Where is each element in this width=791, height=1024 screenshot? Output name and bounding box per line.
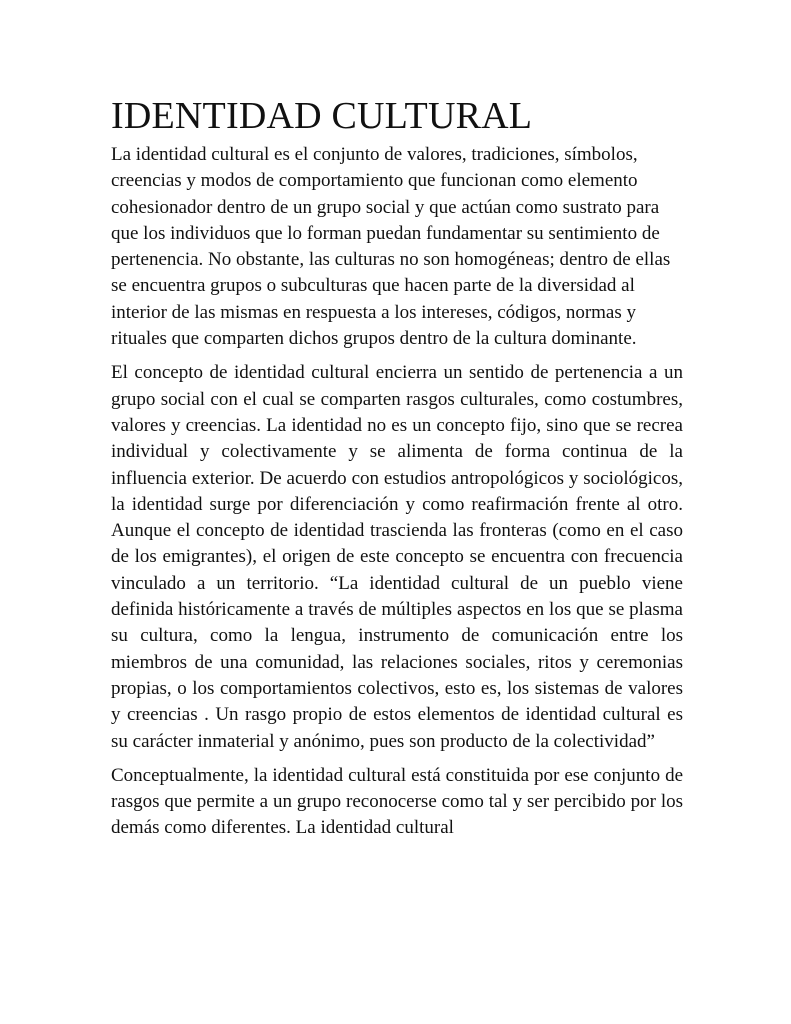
paragraph-concept: El concepto de identidad cultural encierra un sentido de pertenencia a un grupo social con el cual se comparten rasgos culturales, como costumbres, valores y creencias. La identidad no es un concepto fijo, sino que se recrea individual y colectivamente y se alimenta de forma continua de la influencia exterior. De acuerdo con estudios antropológicos y sociológicos, la identidad surge por diferenciación y como reafirmación frente al otro. Aunque el concepto de identidad trascienda las fronteras (como en el caso de los emigrantes), el origen de este concepto se encuentra con frecuencia vinculado a un territorio. “La identidad cultural de un pueblo viene definida históricamente a través de múltiples aspectos en los que se plasma su cultura, como la lengua, instrumento de comunicación entre los miembros de una comunidad, las relaciones sociales, ritos y ceremonias propias, o los comportamientos colectivos, esto es, los sistemas de valores y creencias . Un rasgo propio de estos elementos de identidad cultural es su carácter inmaterial y anónimo, pues son producto de la colectividad” xyxy=(111,362,683,752)
paragraph-definition: La identidad cultural es el conjunto de valores, tradiciones, símbolos, creencias y modos de comportamiento que funcionan como elemento cohesionador dentro de un grupo social y que actúan como sustrato para que los individuos que lo forman puedan fundamentar su sentimiento de pertenencia. No obstante, las culturas no son homogéneas; dentro de ellas se encuentra grupos o subculturas que hacen parte de la diversidad al interior de las mismas en respuesta a los intereses, códigos, normas y rituales que comparten dichos grupos dentro de la cultura dominante. xyxy=(111,144,671,350)
paragraph-conceptual: Conceptualmente, la identidad cultural está constituida por ese conjunto de rasgos que permite a un grupo reconocerse como tal y ser percibido por los demás como diferentes. La identidad cultural xyxy=(111,764,683,839)
document-title: IDENTIDAD CULTURAL xyxy=(111,95,533,137)
document-page xyxy=(111,94,683,850)
